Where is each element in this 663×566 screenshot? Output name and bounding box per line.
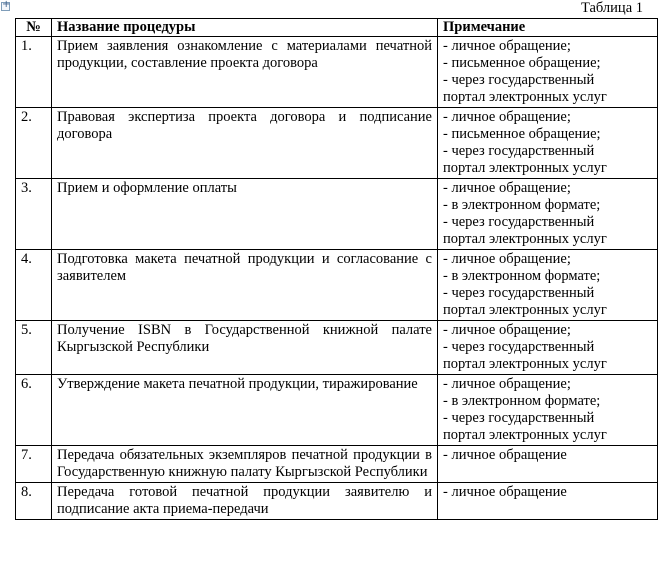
note-line: портал электронных услуг [443, 89, 607, 105]
procedure-name: Передача обязательных экземпляров печатной продукции в Государственную книжную палату Кыргызской Республики [52, 446, 438, 483]
note-line: - личное обращение; [443, 251, 571, 267]
table-row [16, 108, 658, 179]
note-line: - через государственный [443, 72, 595, 88]
procedure-name: Получение ISBN в Государственной книжной палате Кыргызской Республики [52, 321, 438, 375]
table-header-row [16, 19, 658, 37]
procedure-note [438, 321, 658, 375]
header-note: Примечание [438, 19, 658, 37]
table-row [16, 250, 658, 321]
row-number: 1. [16, 37, 52, 108]
note-line: портал электронных услуг [443, 302, 607, 318]
note-line: - через государственный [443, 214, 595, 230]
note-line: - личное обращение; [443, 38, 571, 54]
procedure-name: Утверждение макета печатной продукции, тиражирование [52, 375, 438, 446]
row-number: 5. [16, 321, 52, 375]
note-line: - личное обращение; [443, 109, 571, 125]
note-line: - личное обращение; [443, 376, 571, 392]
note-line: портал электронных услуг [443, 231, 607, 247]
procedure-note [438, 250, 658, 321]
table-row [16, 37, 658, 108]
header-procedure-name: Название процедуры [52, 19, 438, 37]
note-line: - через государственный [443, 339, 595, 355]
procedure-name: Правовая экспертиза проекта договора и подписание договора [52, 108, 438, 179]
note-line: портал электронных услуг [443, 356, 607, 372]
procedure-name: Прием заявления ознакомление с материалами печатной продукции, составление проекта договора [52, 37, 438, 108]
note-line: - через государственный [443, 410, 595, 426]
table-row [16, 375, 658, 446]
row-number: 3. [16, 179, 52, 250]
note-line: - личное обращение; [443, 322, 571, 338]
table-row [16, 321, 658, 375]
table-row [16, 446, 658, 483]
procedure-name: Передача готовой печатной продукции заявителю и подписание акта приема-передачи [52, 483, 438, 520]
procedure-name: Прием и оформление оплаты [52, 179, 438, 250]
header-number: № [16, 19, 52, 37]
table-row [16, 483, 658, 520]
row-number: 8. [16, 483, 52, 520]
row-number: 6. [16, 375, 52, 446]
note-line: - письменное обращение; [443, 126, 601, 142]
note-line: - в электронном формате; [443, 393, 601, 409]
procedure-note [438, 37, 658, 108]
table-move-handle-icon[interactable] [1, 2, 10, 11]
note-line: - через государственный [443, 285, 595, 301]
procedure-note [438, 179, 658, 250]
note-line: - письменное обращение; [443, 55, 601, 71]
procedures-table [15, 18, 658, 520]
note-line: - личное обращение [443, 447, 567, 463]
note-line: - личное обращение; [443, 180, 571, 196]
procedure-note [438, 108, 658, 179]
table-row [16, 179, 658, 250]
note-line: - в электронном формате; [443, 268, 601, 284]
note-line: - через государственный [443, 143, 595, 159]
table-caption: Таблица 1 [580, 0, 643, 16]
row-number: 7. [16, 446, 52, 483]
procedure-note [438, 483, 658, 520]
procedure-note [438, 375, 658, 446]
row-number: 4. [16, 250, 52, 321]
note-line: - в электронном формате; [443, 197, 601, 213]
procedure-name: Подготовка макета печатной продукции и согласование с заявителем [52, 250, 438, 321]
note-line: портал электронных услуг [443, 160, 607, 176]
table-body [16, 37, 658, 520]
row-number: 2. [16, 108, 52, 179]
procedure-note [438, 446, 658, 483]
note-line: портал электронных услуг [443, 427, 607, 443]
note-line: - личное обращение [443, 484, 567, 500]
